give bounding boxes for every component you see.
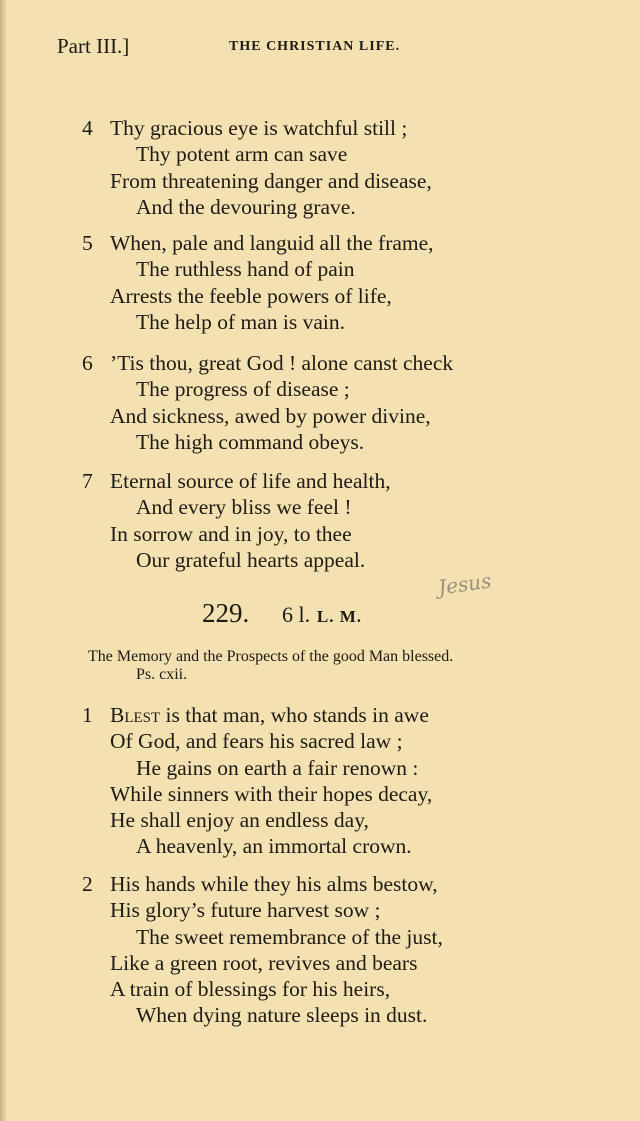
verse-line: His glory’s future harvest sow ; bbox=[110, 898, 381, 923]
verse-line: And every bliss we feel ! bbox=[136, 495, 352, 520]
verse-line: And sickness, awed by power divine, bbox=[110, 403, 431, 428]
verse-line: Of God, and fears his sacred law ; bbox=[110, 729, 403, 754]
pencil-annotation: Jesus bbox=[436, 568, 493, 600]
hymn-stanza-1 bbox=[82, 702, 432, 860]
verse-line: When, pale and languid all the frame, bbox=[110, 231, 434, 255]
page-edge bbox=[0, 0, 6, 1121]
verse-line: The high command obeys. bbox=[136, 429, 365, 454]
first-word: Blest bbox=[110, 703, 161, 727]
stanza-number: 1 bbox=[82, 703, 93, 727]
verse-line: Thy potent arm can save bbox=[136, 142, 348, 167]
section-title: THE CHRISTIAN LIFE. bbox=[229, 39, 401, 54]
verse-line: Thy gracious eye is watchful still ; bbox=[110, 116, 408, 140]
verse-line: He shall enjoy an endless day, bbox=[110, 808, 369, 833]
verse-line: He gains on earth a fair renown : bbox=[136, 755, 419, 780]
stanza-7 bbox=[82, 468, 391, 573]
verse-line: A train of blessings for his heirs, bbox=[110, 977, 391, 1002]
hymn-stanza-2 bbox=[82, 871, 443, 1029]
verse-line: When dying nature sleeps in dust. bbox=[136, 1003, 428, 1028]
verse-line: Eternal source of life and health, bbox=[110, 469, 391, 493]
stanza-number: 2 bbox=[82, 872, 93, 896]
verse-line: Like a green root, revives and bears bbox=[110, 950, 418, 975]
stanza-number: 5 bbox=[82, 231, 93, 255]
verse-line: The progress of disease ; bbox=[136, 377, 350, 402]
stanza-6 bbox=[82, 350, 453, 455]
hymn-heading bbox=[202, 598, 362, 629]
verse-line: From threatening danger and disease, bbox=[110, 168, 432, 193]
hymn-subtitle bbox=[88, 648, 453, 684]
stanza-5 bbox=[82, 230, 434, 335]
verse-line: The sweet remembrance of the just, bbox=[136, 924, 443, 949]
verse-line: The help of man is vain. bbox=[136, 309, 345, 334]
verse-line: A heavenly, an immortal crown. bbox=[136, 834, 412, 859]
hymn-number: 229. bbox=[202, 598, 250, 628]
verse-line: Our grateful hearts appeal. bbox=[136, 547, 366, 572]
stanza-4 bbox=[82, 115, 432, 220]
verse-line: ’Tis thou, great God ! alone canst check bbox=[110, 351, 454, 375]
stanza-number: 6 bbox=[82, 351, 93, 375]
scripture-reference: Ps. cxii. bbox=[136, 666, 188, 683]
verse-text: is that man, who stands in awe bbox=[160, 703, 429, 727]
verse-line: And the devouring grave. bbox=[136, 194, 356, 219]
hymn-meter-lines: 6 l. bbox=[282, 602, 311, 627]
verse-line: His hands while they his alms bestow, bbox=[110, 872, 438, 896]
verse-line: The ruthless hand of pain bbox=[136, 257, 355, 282]
stanza-number: 7 bbox=[82, 469, 93, 493]
verse-line: Arrests the feeble powers of life, bbox=[110, 283, 392, 308]
part-label: Part III.] bbox=[57, 34, 130, 58]
verse-line bbox=[82, 702, 432, 728]
hymn-meter: L. M. bbox=[316, 607, 363, 626]
hymn-subtitle-text: The Memory and the Prospects of the good Man blessed. bbox=[88, 648, 454, 665]
stanza-number: 4 bbox=[82, 116, 93, 140]
verse-line: In sorrow and in joy, to thee bbox=[110, 521, 352, 546]
verse-line: While sinners with their hopes decay, bbox=[110, 781, 433, 806]
